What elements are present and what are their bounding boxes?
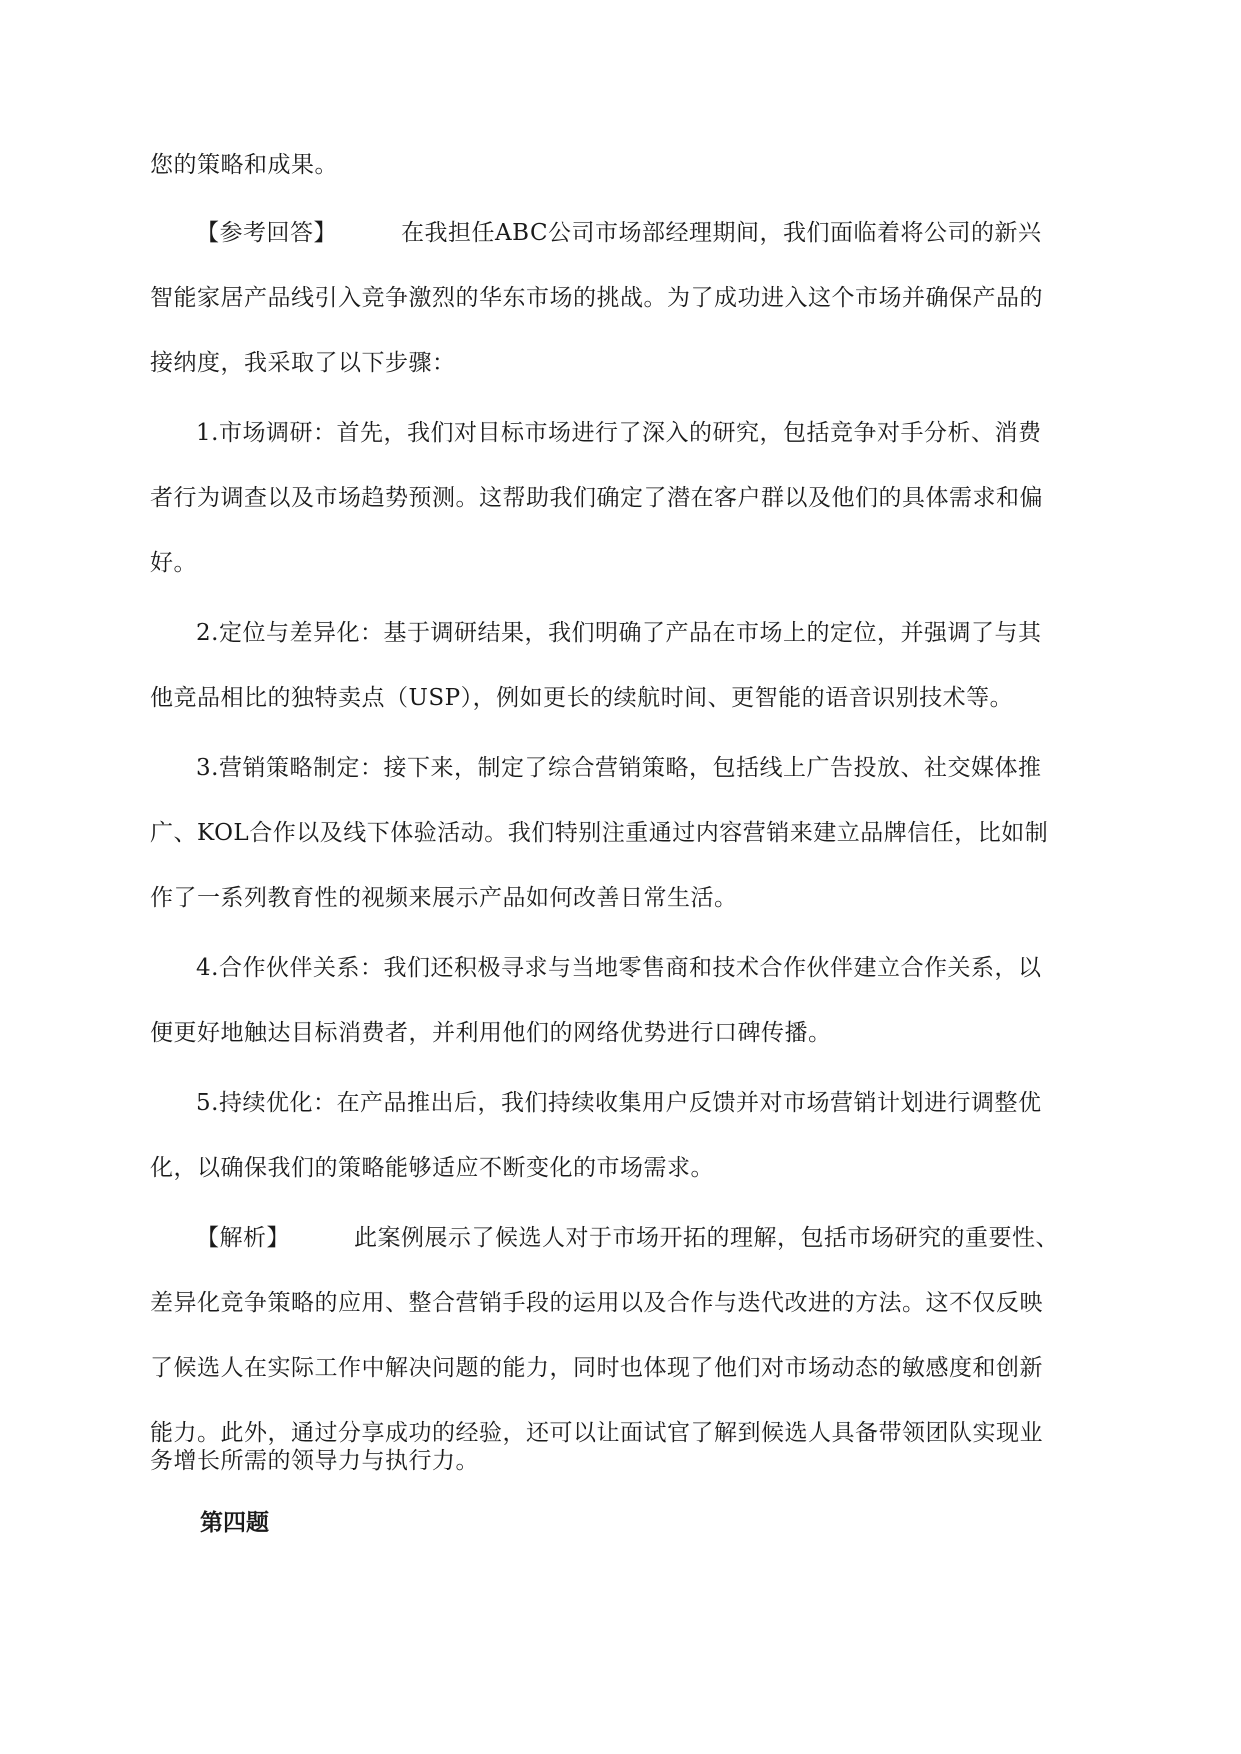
step-2-line: 2.定位与差异化：基于调研结果，我们明确了产品在市场上的定位，并强调了与其 xyxy=(196,620,1042,646)
analysis-line: 务增长所需的领导力与执行力。 xyxy=(150,1448,479,1474)
reference-answer-line: 接纳度，我采取了以下步骤： xyxy=(150,350,456,376)
step-4-line: 便更好地触达目标消费者，并利用他们的网络优势进行口碑传播。 xyxy=(150,1020,832,1046)
step-1-line: 好。 xyxy=(150,550,197,576)
analysis-first-line xyxy=(196,1223,1059,1253)
step-4-line: 4.合作伙伴关系：我们还积极寻求与当地零售商和技术合作伙伴建立合作关系，以 xyxy=(196,955,1042,981)
intro-line: 您的策略和成果。 xyxy=(150,152,338,178)
step-1-line: 者行为调查以及市场趋势预测。这帮助我们确定了潜在客户群以及他们的具体需求和偏 xyxy=(150,485,1043,511)
step-5-line: 化，以确保我们的策略能够适应不断变化的市场需求。 xyxy=(150,1155,714,1181)
analysis-text: 此案例展示了候选人对于市场开拓的理解，包括市场研究的重要性、 xyxy=(354,1225,1059,1251)
question-heading: 第四题 xyxy=(200,1510,269,1536)
analysis-line: 了候选人在实际工作中解决问题的能力，同时也体现了他们对市场动态的敏感度和创新 xyxy=(150,1355,1043,1381)
reference-answer-text: 在我担任ABC公司市场部经理期间，我们面临着将公司的新兴 xyxy=(401,220,1042,246)
reference-answer-label: 【参考回答】 xyxy=(196,220,337,246)
step-1-line: 1.市场调研：首先，我们对目标市场进行了深入的研究，包括竞争对手分析、消费 xyxy=(196,420,1042,446)
step-3-line: 3.营销策略制定：接下来，制定了综合营销策略，包括线上广告投放、社交媒体推 xyxy=(196,755,1042,781)
reference-answer-first-line xyxy=(196,218,1042,248)
analysis-label: 【解析】 xyxy=(196,1225,290,1251)
step-2-line: 他竞品相比的独特卖点（USP），例如更长的续航时间、更智能的语音识别技术等。 xyxy=(150,685,1014,711)
step-3-line: 广、KOL合作以及线下体验活动。我们特别注重通过内容营销来建立品牌信任，比如制 xyxy=(150,820,1049,846)
step-5-line: 5.持续优化：在产品推出后，我们持续收集用户反馈并对市场营销计划进行调整优 xyxy=(196,1090,1042,1116)
step-3-line: 作了一系列教育性的视频来展示产品如何改善日常生活。 xyxy=(150,885,738,911)
reference-answer-line: 智能家居产品线引入竞争激烈的华东市场的挑战。为了成功进入这个市场并确保产品的 xyxy=(150,285,1043,311)
analysis-line: 差异化竞争策略的应用、整合营销手段的运用以及合作与迭代改进的方法。这不仅反映 xyxy=(150,1290,1043,1316)
analysis-line: 能力。此外，通过分享成功的经验，还可以让面试官了解到候选人具备带领团队实现业 xyxy=(150,1420,1043,1446)
